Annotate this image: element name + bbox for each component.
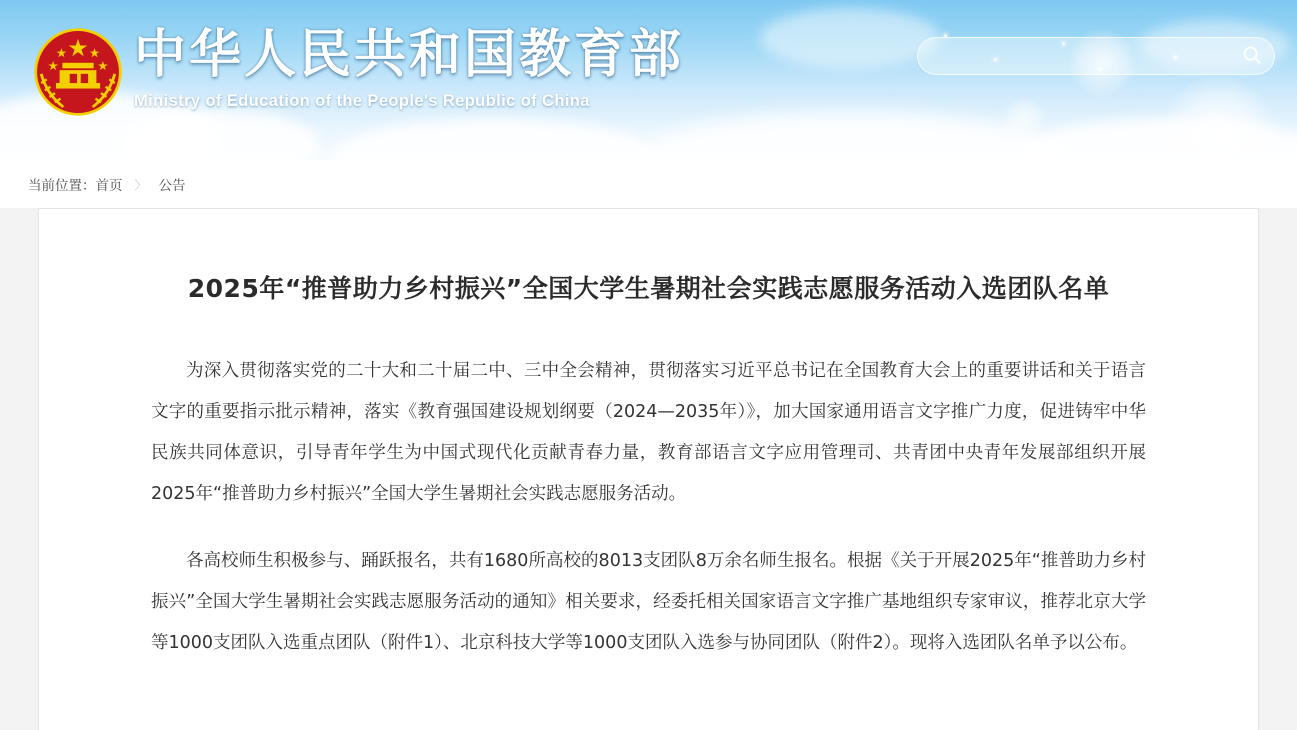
site-title-cn: 中华人民共和国教育部 [134, 25, 685, 85]
national-emblem-icon [32, 26, 124, 118]
content-area [0, 208, 1297, 730]
search-button[interactable] [1230, 37, 1274, 75]
site-title-block [134, 24, 684, 111]
breadcrumb [0, 160, 1297, 208]
article-card [38, 208, 1259, 730]
chevron-right-icon: 〉 [134, 177, 147, 192]
cloud-decoration [330, 118, 660, 160]
page-title: 2025年“推普助力乡村振兴”全国大学生暑期社会实践志愿服务活动入选团队名单 [187, 274, 1110, 303]
breadcrumb-label: 当前位置： [28, 178, 96, 194]
cloud-decoration [640, 112, 1060, 160]
site-title-en: Ministry of Education of the People's Republic of China [134, 92, 590, 110]
search-input[interactable] [918, 38, 1230, 74]
article-body [151, 351, 1146, 664]
search-icon [1241, 44, 1263, 69]
dandelion-decoration [1159, 74, 1279, 160]
breadcrumb-item-home[interactable]: 首页 [95, 178, 123, 194]
article-paragraph: 为深入贯彻落实党的二十大和二十届二中、三中全会精神，贯彻落实习近平总书记在全国教育大会上的重要讲话和关于语言文字的重要指示批示精神，落实《教育强国建设规划纲要（2024—2035年）》，加大国家通用语言文字推广力度，促进铸牢中华民族共同体意识，引导青年学生为中国式现代化贡献青春力量，教育部语言文字应用管理司、共青团中央青年发展部组织开展2025年“推普助力乡村振兴”全国大学生暑期社会实践志愿服务活动。 [151, 361, 1146, 504]
site-header-banner [0, 0, 1297, 160]
dandelion-decoration [1001, 96, 1047, 142]
cloud-decoration [760, 8, 940, 68]
article-paragraph: 各高校师生积极参与、踊跃报名，共有1680所高校的8013支团队8万余名师生报名。根据《关于开展2025年“推普助力乡村振兴”全国大学生暑期社会实践志愿服务活动的通知》相关要求，经委托相关国家语言文字推广基地组织专家审议，推荐北京大学等1000支团队入选重点团队（附件1）、北京科技大学等1000支团队入选参与协同团队（附件2）。现将入选团队名单予以公布。 [151, 551, 1146, 653]
breadcrumb-item-announcement[interactable]: 公告 [158, 178, 186, 194]
site-search[interactable] [917, 37, 1275, 75]
